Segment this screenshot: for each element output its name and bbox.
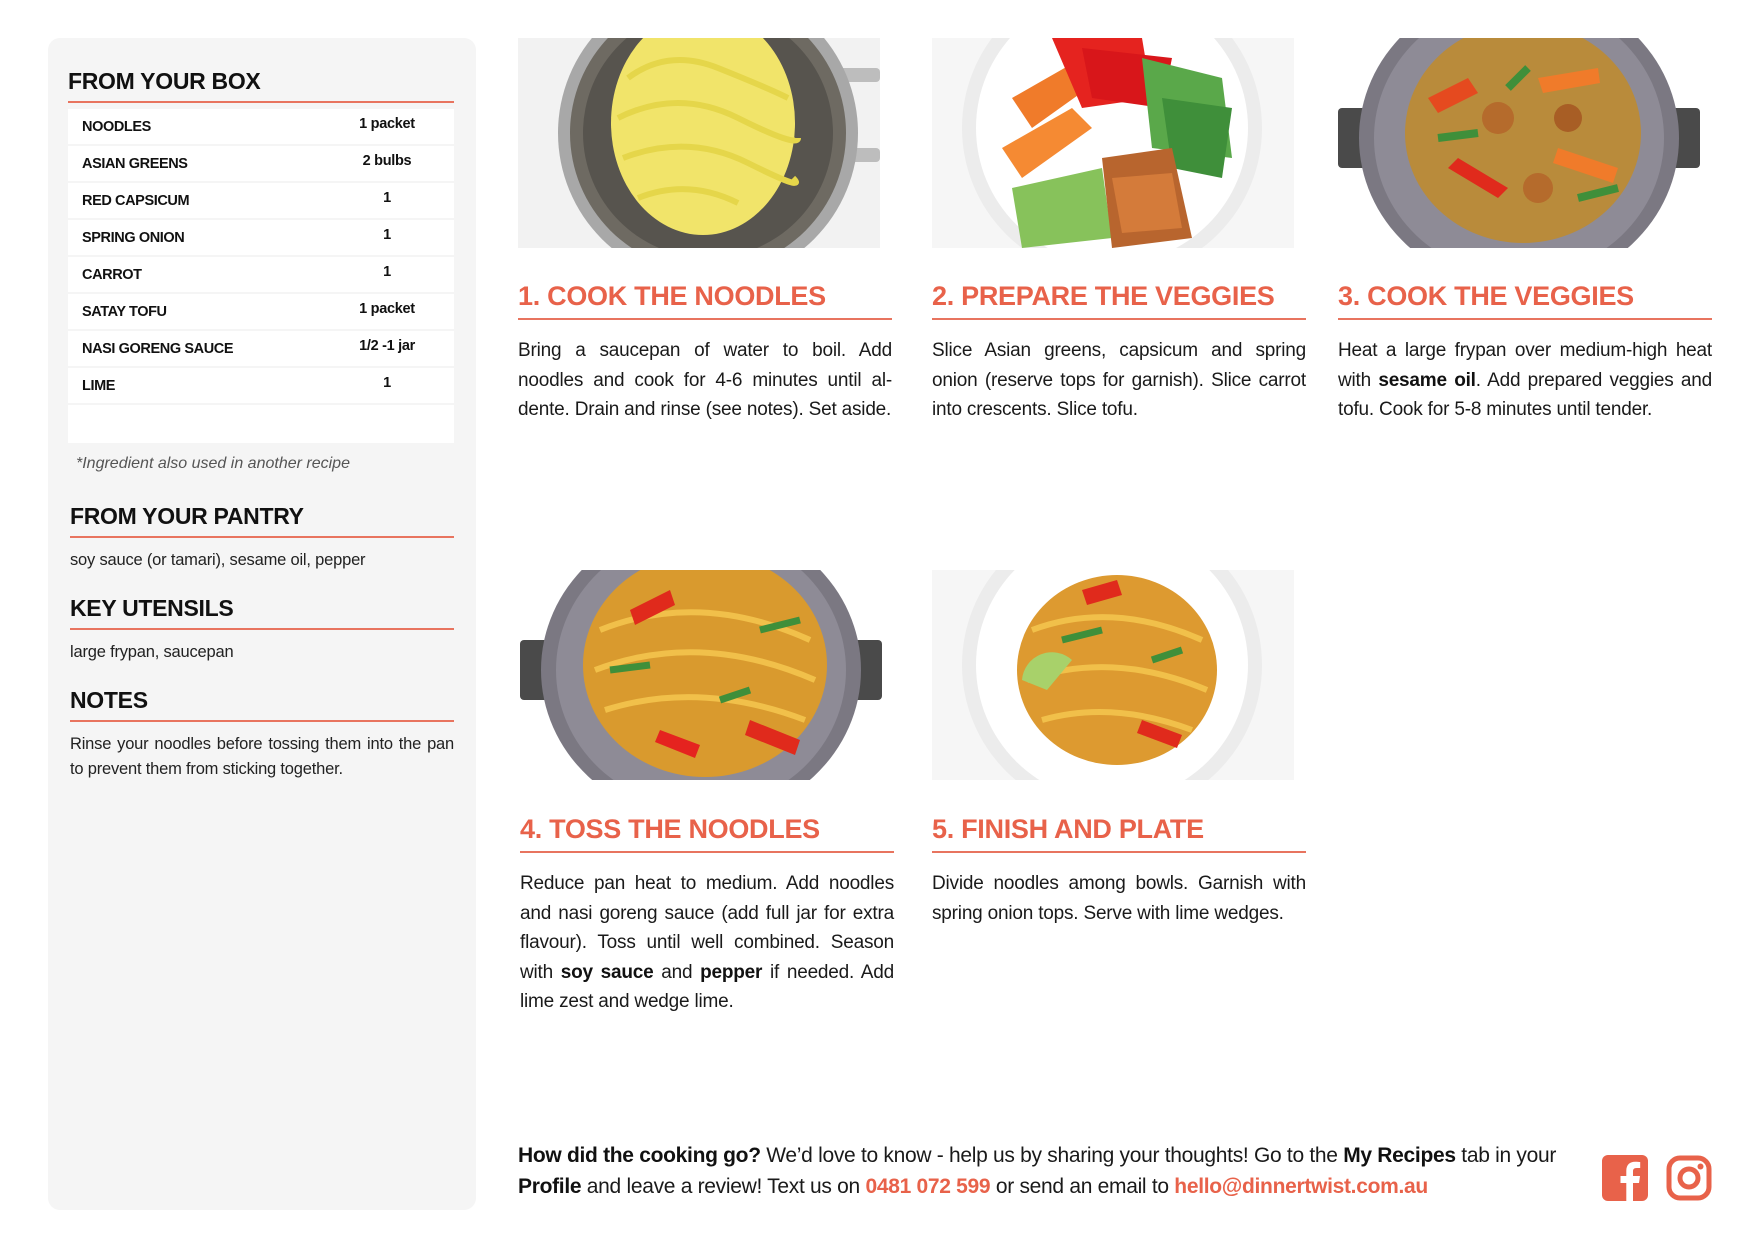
pantry-text: soy sauce (or tamari), sesame oil, pepper — [70, 551, 366, 569]
utensils-heading: KEY UTENSILS — [70, 595, 454, 630]
ingredient-name: NOODLES — [82, 118, 151, 135]
utensils-text: large frypan, saucepan — [70, 643, 234, 661]
pantry-heading: FROM YOUR PANTRY — [70, 503, 454, 538]
ingredient-qty: 1 — [383, 189, 391, 206]
my-recipes-label: My Recipes — [1343, 1144, 1456, 1167]
step-2-text: Slice Asian greens, capsicum and spring onion (reserve tops for garnish). Slice carrot into crescents. Slice tofu. — [932, 340, 1306, 420]
step-1-text: Bring a saucepan of water to boil. Add noodles and cook for 4-6 minutes until al-dente. Drain and rinse (see notes). Set aside. — [518, 340, 892, 420]
ingredient-row — [68, 220, 454, 257]
ingredient-qty: 1 packet — [359, 115, 415, 132]
feedback-question: How did the cooking go? — [518, 1144, 761, 1167]
ingredient-qty: 1/2 -1 jar — [359, 337, 415, 354]
footnote: *Ingredient also used in another recipe — [76, 455, 350, 472]
pantry-section — [68, 503, 454, 573]
step-3-title: 3. COOK THE VEGGIES — [1338, 281, 1712, 320]
ingredient-qty: 1 — [383, 263, 391, 280]
ingredients-table — [68, 109, 454, 443]
step-4-title: 4. TOSS THE NOODLES — [520, 814, 894, 853]
step-2-title: 2. PREPARE THE VEGGIES — [932, 281, 1306, 320]
ingredient-row — [68, 294, 454, 331]
profile-label: Profile — [518, 1175, 582, 1198]
ingredient-name: SPRING ONION — [82, 229, 185, 246]
phone-number[interactable]: 0481 072 599 — [865, 1175, 991, 1198]
ingredient-row — [68, 146, 454, 183]
box-heading: FROM YOUR BOX — [68, 68, 454, 103]
ingredient-qty: 1 — [383, 374, 391, 391]
step-2-photo — [932, 38, 1294, 248]
facebook-icon[interactable] — [1602, 1155, 1648, 1206]
ingredient-row-empty — [68, 405, 454, 443]
utensils-section — [68, 595, 454, 665]
notes-section — [68, 687, 454, 782]
ingredient-qty: 2 bulbs — [362, 152, 412, 169]
ingredient-qty: 1 — [383, 226, 391, 243]
ingredient-name: CARROT — [82, 266, 142, 283]
ingredient-qty: 1 packet — [359, 300, 415, 317]
ingredient-name: ASIAN GREENS — [82, 155, 188, 172]
ingredient-row — [68, 183, 454, 220]
ingredients-sidebar — [48, 38, 476, 1210]
step-4-photo — [520, 570, 882, 780]
ingredient-row — [68, 368, 454, 405]
step-3-text: Heat a large frypan over medium-high heat with sesame oil. Add prepared veggies and tofu. Cook for 5-8 minutes until tender. — [1338, 340, 1712, 420]
notes-text: Rinse your noodles before tossing them into the pan to prevent them from sticking together. — [70, 735, 454, 778]
step-1-photo — [518, 38, 880, 248]
step-5-title: 5. FINISH AND PLATE — [932, 814, 1306, 853]
feedback-text: How did the cooking go? We’d love to know - help us by sharing your thoughts! Go to the My Recipes tab in your Profile and leave a review! Text us on 0481 072 599 or send an email to hello@dinnertwist.com.au — [518, 1144, 1557, 1198]
step-1-title: 1. COOK THE NOODLES — [518, 281, 892, 320]
ingredient-name: SATAY TOFU — [82, 303, 167, 320]
instagram-icon[interactable] — [1666, 1155, 1712, 1206]
ingredient-row — [68, 109, 454, 146]
ingredient-name: LIME — [82, 377, 116, 394]
ingredient-row — [68, 257, 454, 294]
step-5-photo — [932, 570, 1294, 780]
email-link[interactable]: hello@dinnertwist.com.au — [1174, 1175, 1428, 1198]
notes-heading: NOTES — [70, 687, 454, 722]
ingredient-name: RED CAPSICUM — [82, 192, 190, 209]
step-5-text: Divide noodles among bowls. Garnish with spring onion tops. Serve with lime wedges. — [932, 873, 1306, 924]
step-3-photo — [1338, 38, 1700, 248]
ingredient-name: NASI GORENG SAUCE — [82, 340, 234, 357]
step-4-text: Reduce pan heat to medium. Add noodles and nasi goreng sauce (add full jar for extra flavour). Toss until well combined. Season with soy sauce and pepper if needed. Add lime zest and wedge lime. — [520, 873, 895, 1012]
ingredient-row — [68, 331, 454, 368]
